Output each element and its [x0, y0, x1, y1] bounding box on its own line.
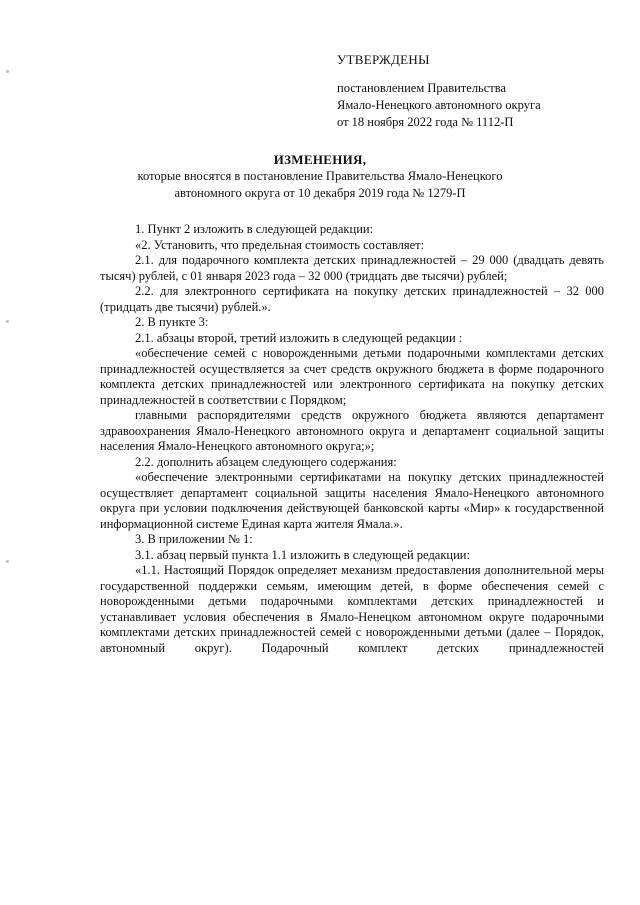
paragraph: 3. В приложении № 1:: [135, 532, 253, 546]
document-title: ИЗМЕНЕНИЯ,: [273, 152, 367, 167]
document-body: [100, 222, 604, 656]
approved-heading: УТВЕРЖДЕНЫ: [337, 52, 430, 67]
paragraph: «обеспечение семей с новорожденными детьми подарочными комплектами детских принадлежностей осуществляется за счет средств окружного бюджета в форме подарочного комплекта детских принадлежностей или электронного сертификата на покупку детских принадлежностей в соответствии с Порядком;: [100, 346, 604, 407]
subtitle-line: которые вносятся в постановление Правительства Ямало-Ненецкого: [137, 169, 503, 183]
paragraph: «обеспечение электронными сертификатами на покупку детских принадлежностей осуществляет департамент социальной защиты населения Ямало-Ненецкого автономного округа при условии подключения действующей банковской карты «Мир» к государственной информационной системе Единая карта жителя Ямала.».: [100, 470, 604, 531]
paragraph: 2.2. дополнить абзацем следующего содержания:: [135, 454, 397, 469]
paragraph: 3.1. абзац первый пункта 1.1 изложить в следующей редакции:: [135, 547, 470, 562]
paragraph: 2.1. абзацы второй, третий изложить в следующей редакции :: [135, 330, 463, 345]
decree-line: от 18 ноября 2022 года № 1112-П: [337, 115, 514, 129]
paragraph: главными распорядителями средств окружного бюджета являются департамент здравоохранения Ямало-Ненецкого автономного округа и департамент социальной защиты населения Ямало-Ненецкого автономного округа;»;: [100, 408, 604, 453]
paragraph: 2.2. для электронного сертификата на покупку детских принадлежностей – 32 000 (тридцать две тысячи) рублей.».: [100, 284, 604, 314]
scan-dot: [6, 320, 9, 323]
paragraph: 2.1. для подарочного комплекта детских принадлежностей – 29 000 (двадцать девять тысяч) рублей, с 01 января 2023 года – 32 000 (тридцать две тысячи) рублей;: [100, 253, 604, 283]
paragraph: 2. В пункте 3:: [135, 315, 209, 329]
decree-line: постановлением Правительства: [337, 81, 507, 95]
document-subtitle: [110, 168, 530, 202]
decree-line: Ямало-Ненецкого автономного округа: [337, 98, 541, 112]
paragraph: 1. Пункт 2 изложить в следующей редакции:: [135, 222, 374, 236]
subtitle-line: автономного округа от 10 декабря 2019 года № 1279-П: [174, 186, 466, 200]
scan-dot: [6, 70, 9, 73]
paragraph: «1.1. Настоящий Порядок определяет механизм предоставления дополнительной меры государственной поддержки семьям, имеющим детей, в форме обеспечения семей с новорожденными детьми подарочными комплектами детских принадлежностей и устанавливает условия обеспечения в Ямало-Ненецком автономном округе подарочными комплектами детских принадлежностей семей с новорожденными детьми (далее – Порядок, автономный округ). Подарочный комплект детских принадлежностей: [100, 563, 604, 655]
decree-reference: [337, 80, 541, 131]
scan-dot: [6, 560, 9, 563]
paragraph: «2. Установить, что предельная стоимость составляет:: [135, 237, 425, 252]
